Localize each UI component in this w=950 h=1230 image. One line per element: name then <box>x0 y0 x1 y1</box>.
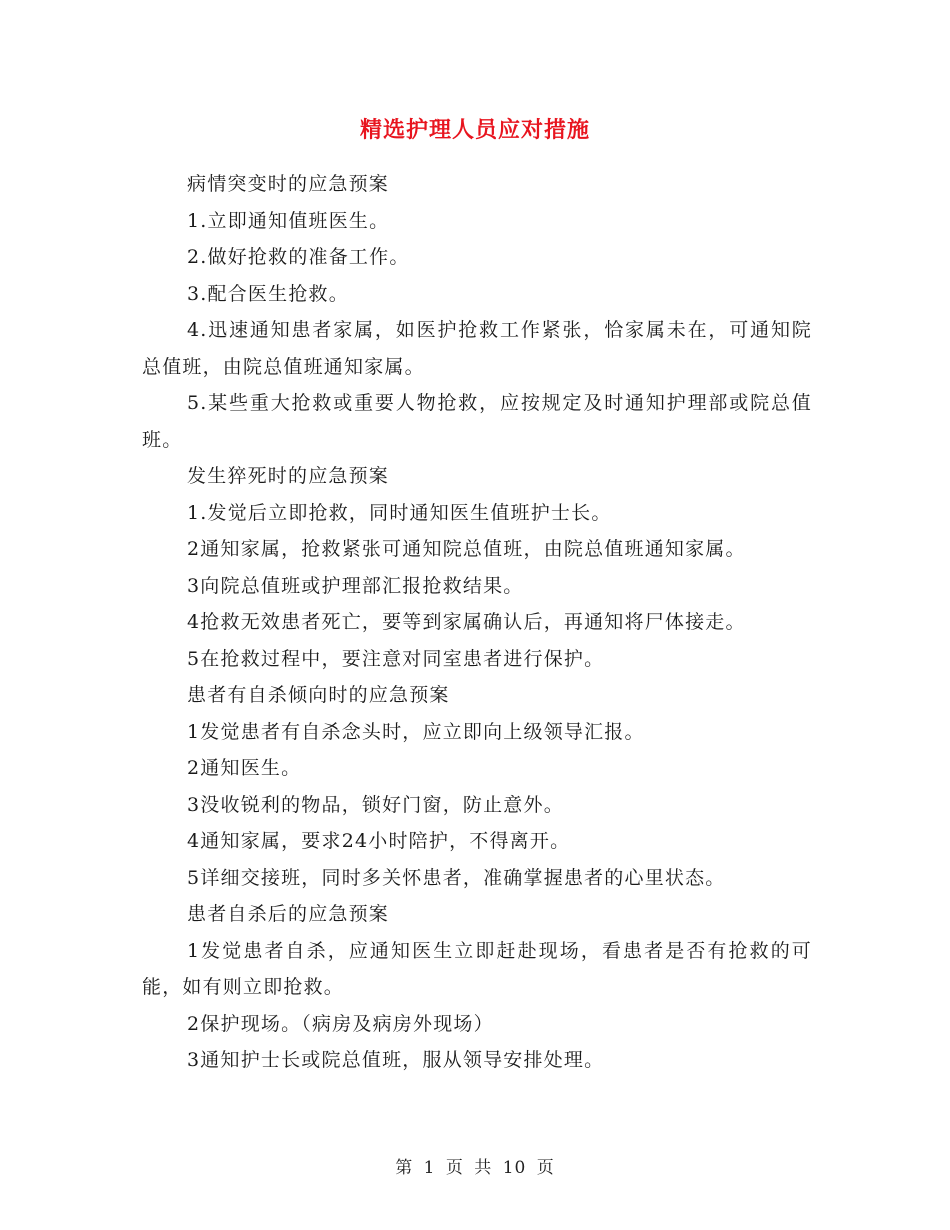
list-item: 4抢救无效患者死亡，要等到家属确认后，再通知将尸体接走。 <box>187 611 746 633</box>
list-item: 3通知护士长或院总值班，服从领导安排处理。 <box>187 1049 605 1071</box>
list-item: 3没收锐利的物品，锁好门窗，防止意外。 <box>187 793 564 816</box>
page-title: 精选护理人员应对措施 <box>359 117 590 143</box>
list-item: 2.做好抢救的准备工作。 <box>187 246 410 268</box>
section-heading: 患者自杀后的应急预案 <box>187 903 390 925</box>
list-item: 3.配合医生抢救。 <box>187 282 349 305</box>
list-item: 1.立即通知值班医生。 <box>187 209 390 232</box>
list-item: 1发觉患者有自杀念头时，应立即向上级领导汇报。 <box>187 720 645 743</box>
list-item: 5.某些重大抢救或重要人物抢救，应按规定及时通知护理部或院总值班。 <box>142 392 812 451</box>
document-body <box>142 166 812 1079</box>
list-item: 5详细交接班，同时多关怀患者，准确掌握患者的心里状态。 <box>187 866 726 889</box>
list-item: 1发觉患者自杀，应通知医生立即赶赴现场，看患者是否有抢救的可能，如有则立即抢救。 <box>142 939 812 998</box>
list-item: 5在抢救过程中，要注意对同室患者进行保护。 <box>187 647 605 670</box>
footer-total-label: 共 <box>474 1158 493 1178</box>
list-item: 4.迅速通知患者家属，如医护抢救工作紧张，恰家属未在，可通知院总值班，由院总值班通知家属。 <box>142 319 812 378</box>
footer-page-prefix: 第 <box>395 1158 414 1178</box>
page-footer <box>0 1153 950 1178</box>
list-item: 3向院总值班或护理部汇报抢救结果。 <box>187 574 524 597</box>
list-item: 2保护现场。（病房及病房外现场） <box>187 1012 494 1035</box>
section-heading: 病情突变时的应急预案 <box>187 173 390 195</box>
footer-page-number: 1 <box>423 1158 436 1178</box>
footer-page-suffix: 页 <box>536 1158 555 1178</box>
list-item: 1.发觉后立即抢救，同时通知医生值班护士长。 <box>187 501 612 524</box>
list-item: 4通知家属，要求24小时陪护，不得离开。 <box>187 830 571 852</box>
section-heading: 患者有自杀倾向时的应急预案 <box>187 684 450 706</box>
footer-total-pages: 10 <box>502 1158 527 1178</box>
section-heading: 发生猝死时的应急预案 <box>187 465 390 487</box>
footer-page-mid: 页 <box>445 1158 464 1178</box>
list-item: 2通知家属，抢救紧张可通知院总值班，由院总值班通知家属。 <box>187 538 746 560</box>
list-item: 2通知医生。 <box>187 757 302 779</box>
